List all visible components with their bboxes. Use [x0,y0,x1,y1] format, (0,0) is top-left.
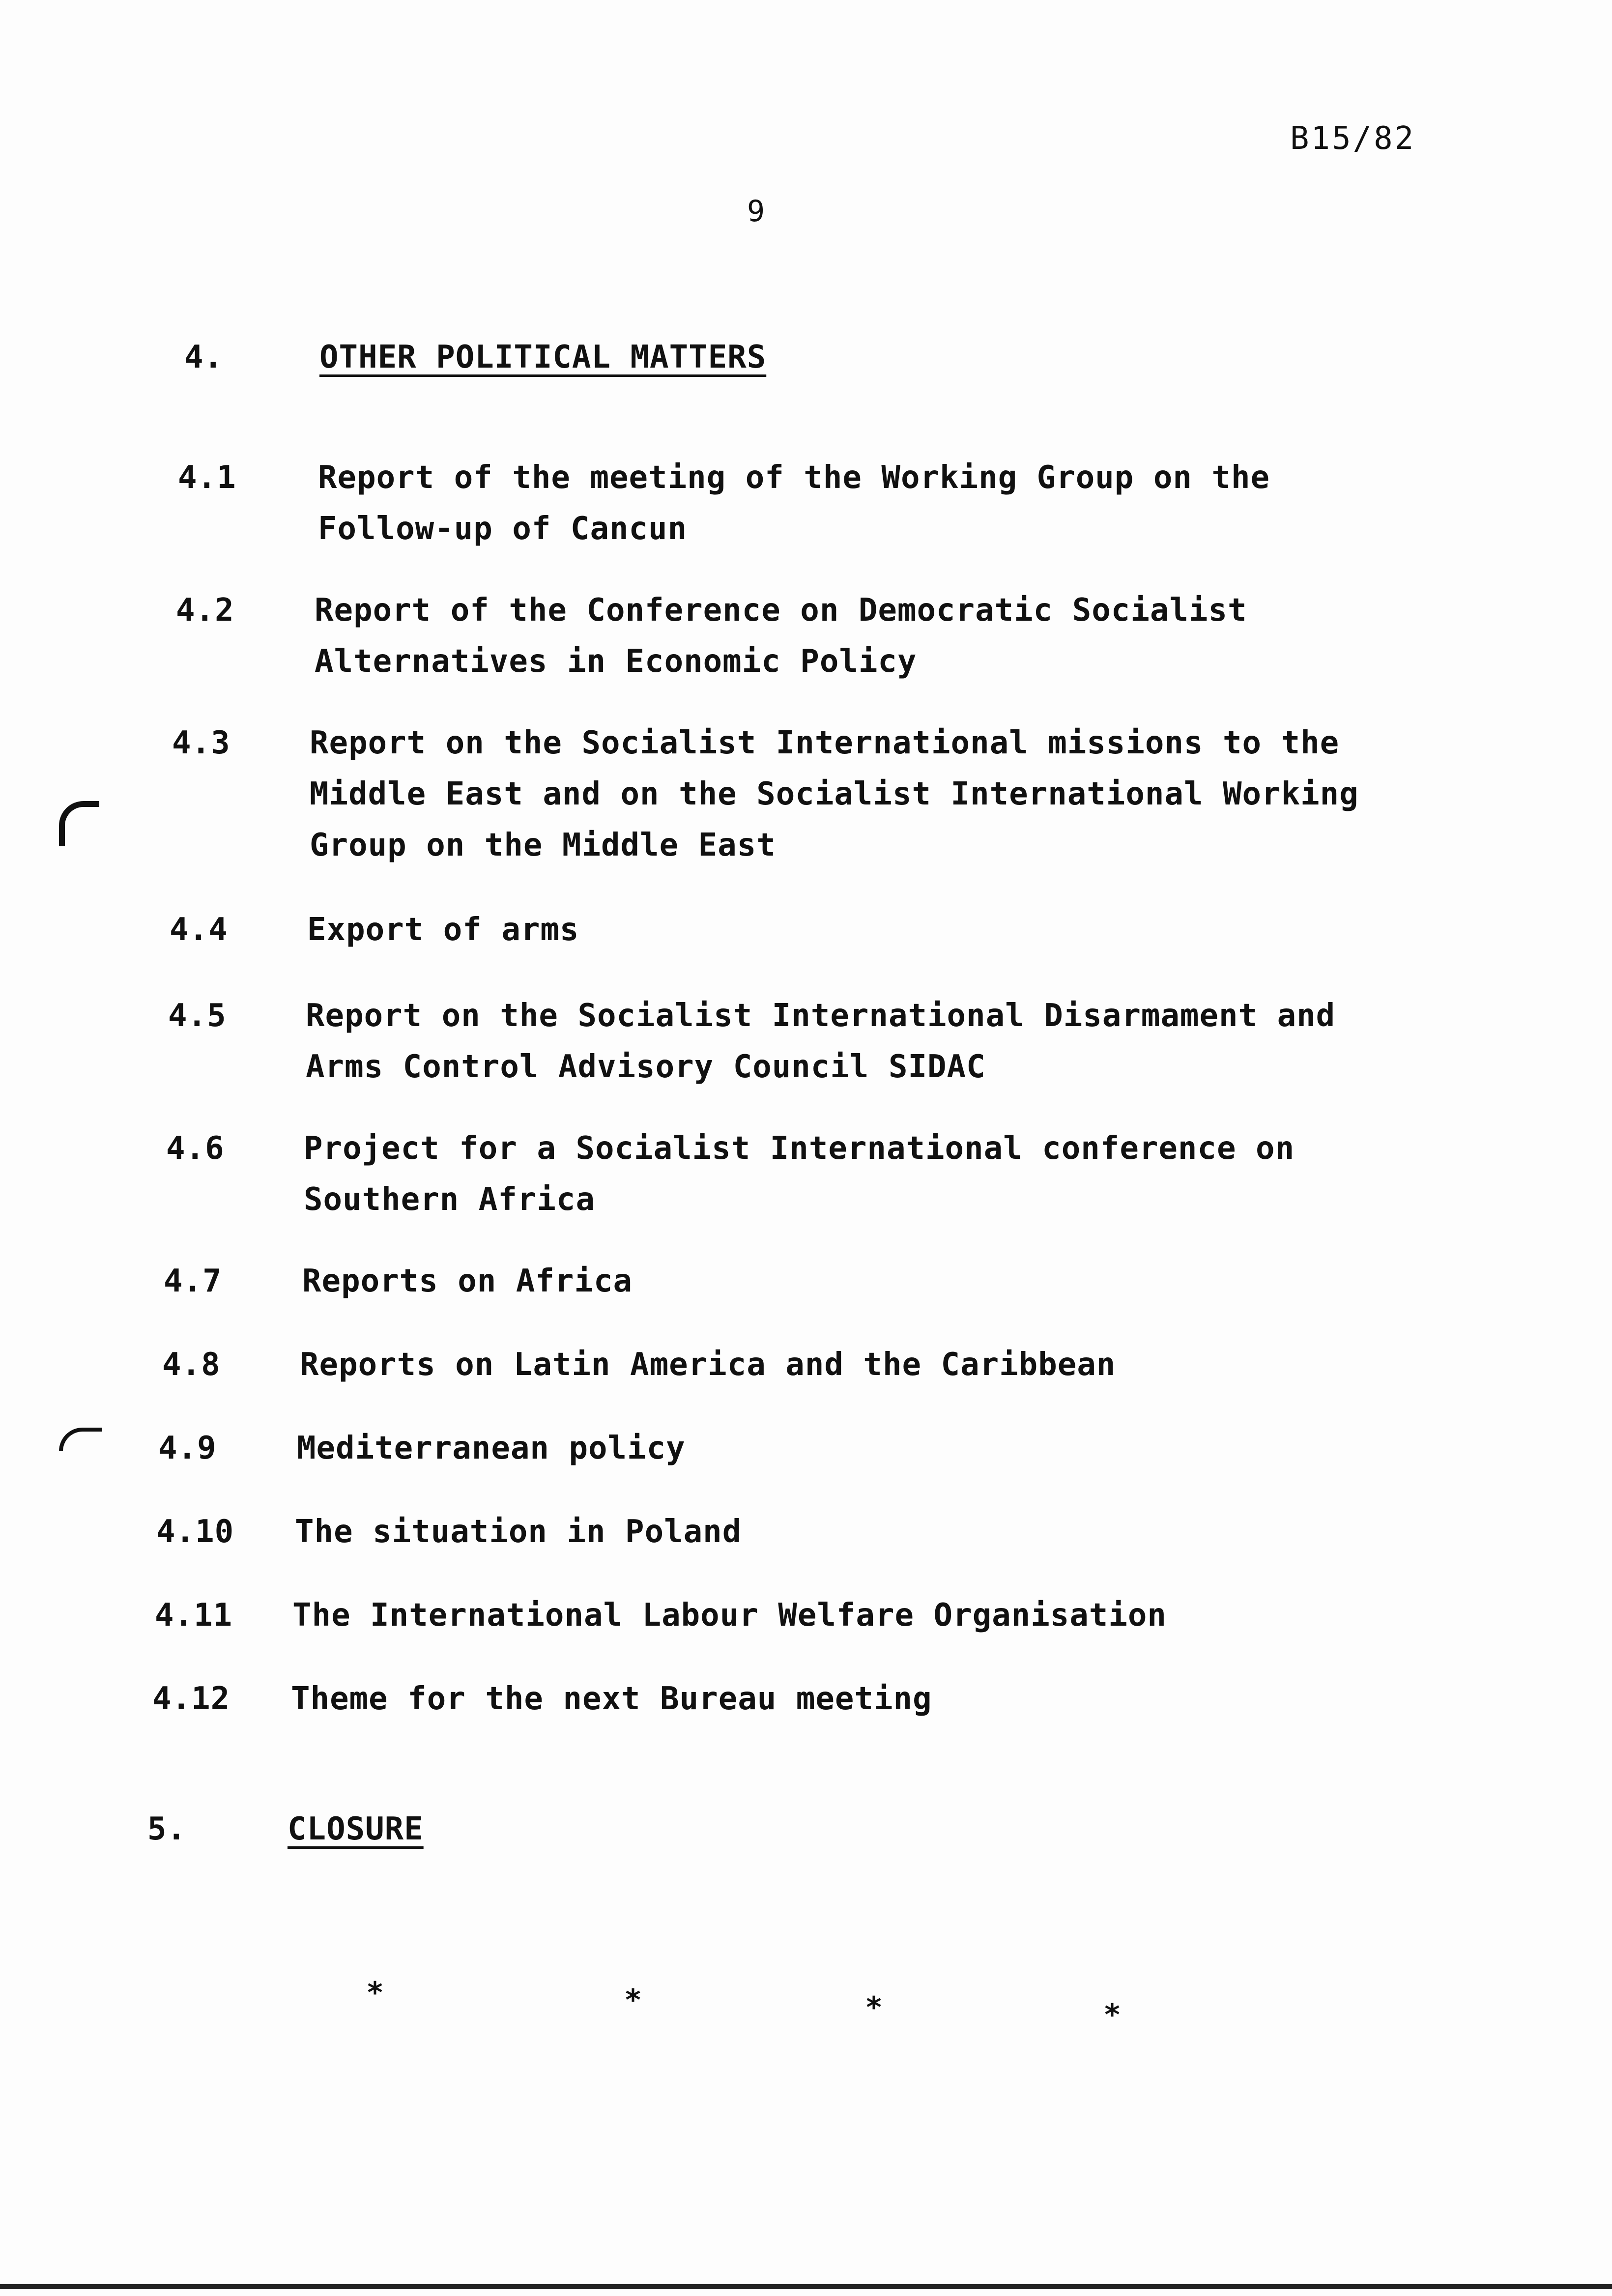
section-5-title: CLOSURE [288,1811,424,1847]
section-5-number: 5. [147,1811,187,1847]
star-mark: * [865,1990,883,2025]
item-text: Report of the Conference on Democratic Socialist Alternatives in Economic Policy [315,592,1247,680]
scan-margin-mark [59,801,99,846]
item-text: Report of the meeting of the Working Group on the Follow-up of Cancun [318,459,1270,547]
item-text: The International Labour Welfare Organisation [292,1597,1167,1634]
closing-stars [0,1976,1612,2035]
item-text: Reports on Latin America and the Caribbean [300,1347,1116,1383]
item-number: 4.3 [172,725,230,761]
item-number: 4.11 [155,1597,233,1634]
item-text: Report on the Socialist International Disarmament and Arms Control Advisory Council SIDAC [306,998,1336,1085]
page-number: 9 [747,194,765,229]
item-number: 4.2 [176,592,234,629]
item-number: 4.7 [164,1263,222,1299]
item-number: 4.12 [152,1681,230,1717]
item-text: Mediterranean policy [297,1430,686,1466]
item-text: Export of arms [307,912,579,948]
item-text: The situation in Poland [295,1514,742,1550]
item-number: 4.10 [156,1514,234,1550]
bottom-edge-rule [0,2284,1612,2289]
item-number: 4.1 [178,459,236,496]
item-number: 4.5 [168,998,227,1034]
item-text: Theme for the next Bureau meeting [291,1681,932,1717]
star-mark: * [1103,1998,1122,2032]
item-text: Project for a Socialist International conference on Southern Africa [304,1130,1295,1218]
item-number: 4.9 [158,1430,217,1466]
item-number: 4.8 [162,1347,221,1383]
star-mark: * [366,1976,384,2010]
item-text: Reports on Africa [302,1263,633,1299]
section-4-title: OTHER POLITICAL MATTERS [319,339,767,375]
scan-margin-mark [59,1428,102,1451]
document-reference: B15/82 [1290,120,1416,157]
item-text: Report on the Socialist International missions to the Middle East and on the Socialist International Working Group on the Middle East [310,725,1359,863]
star-mark: * [624,1983,642,2017]
section-4-number: 4. [184,339,224,375]
item-number: 4.6 [166,1130,225,1167]
item-number: 4.4 [170,912,228,948]
